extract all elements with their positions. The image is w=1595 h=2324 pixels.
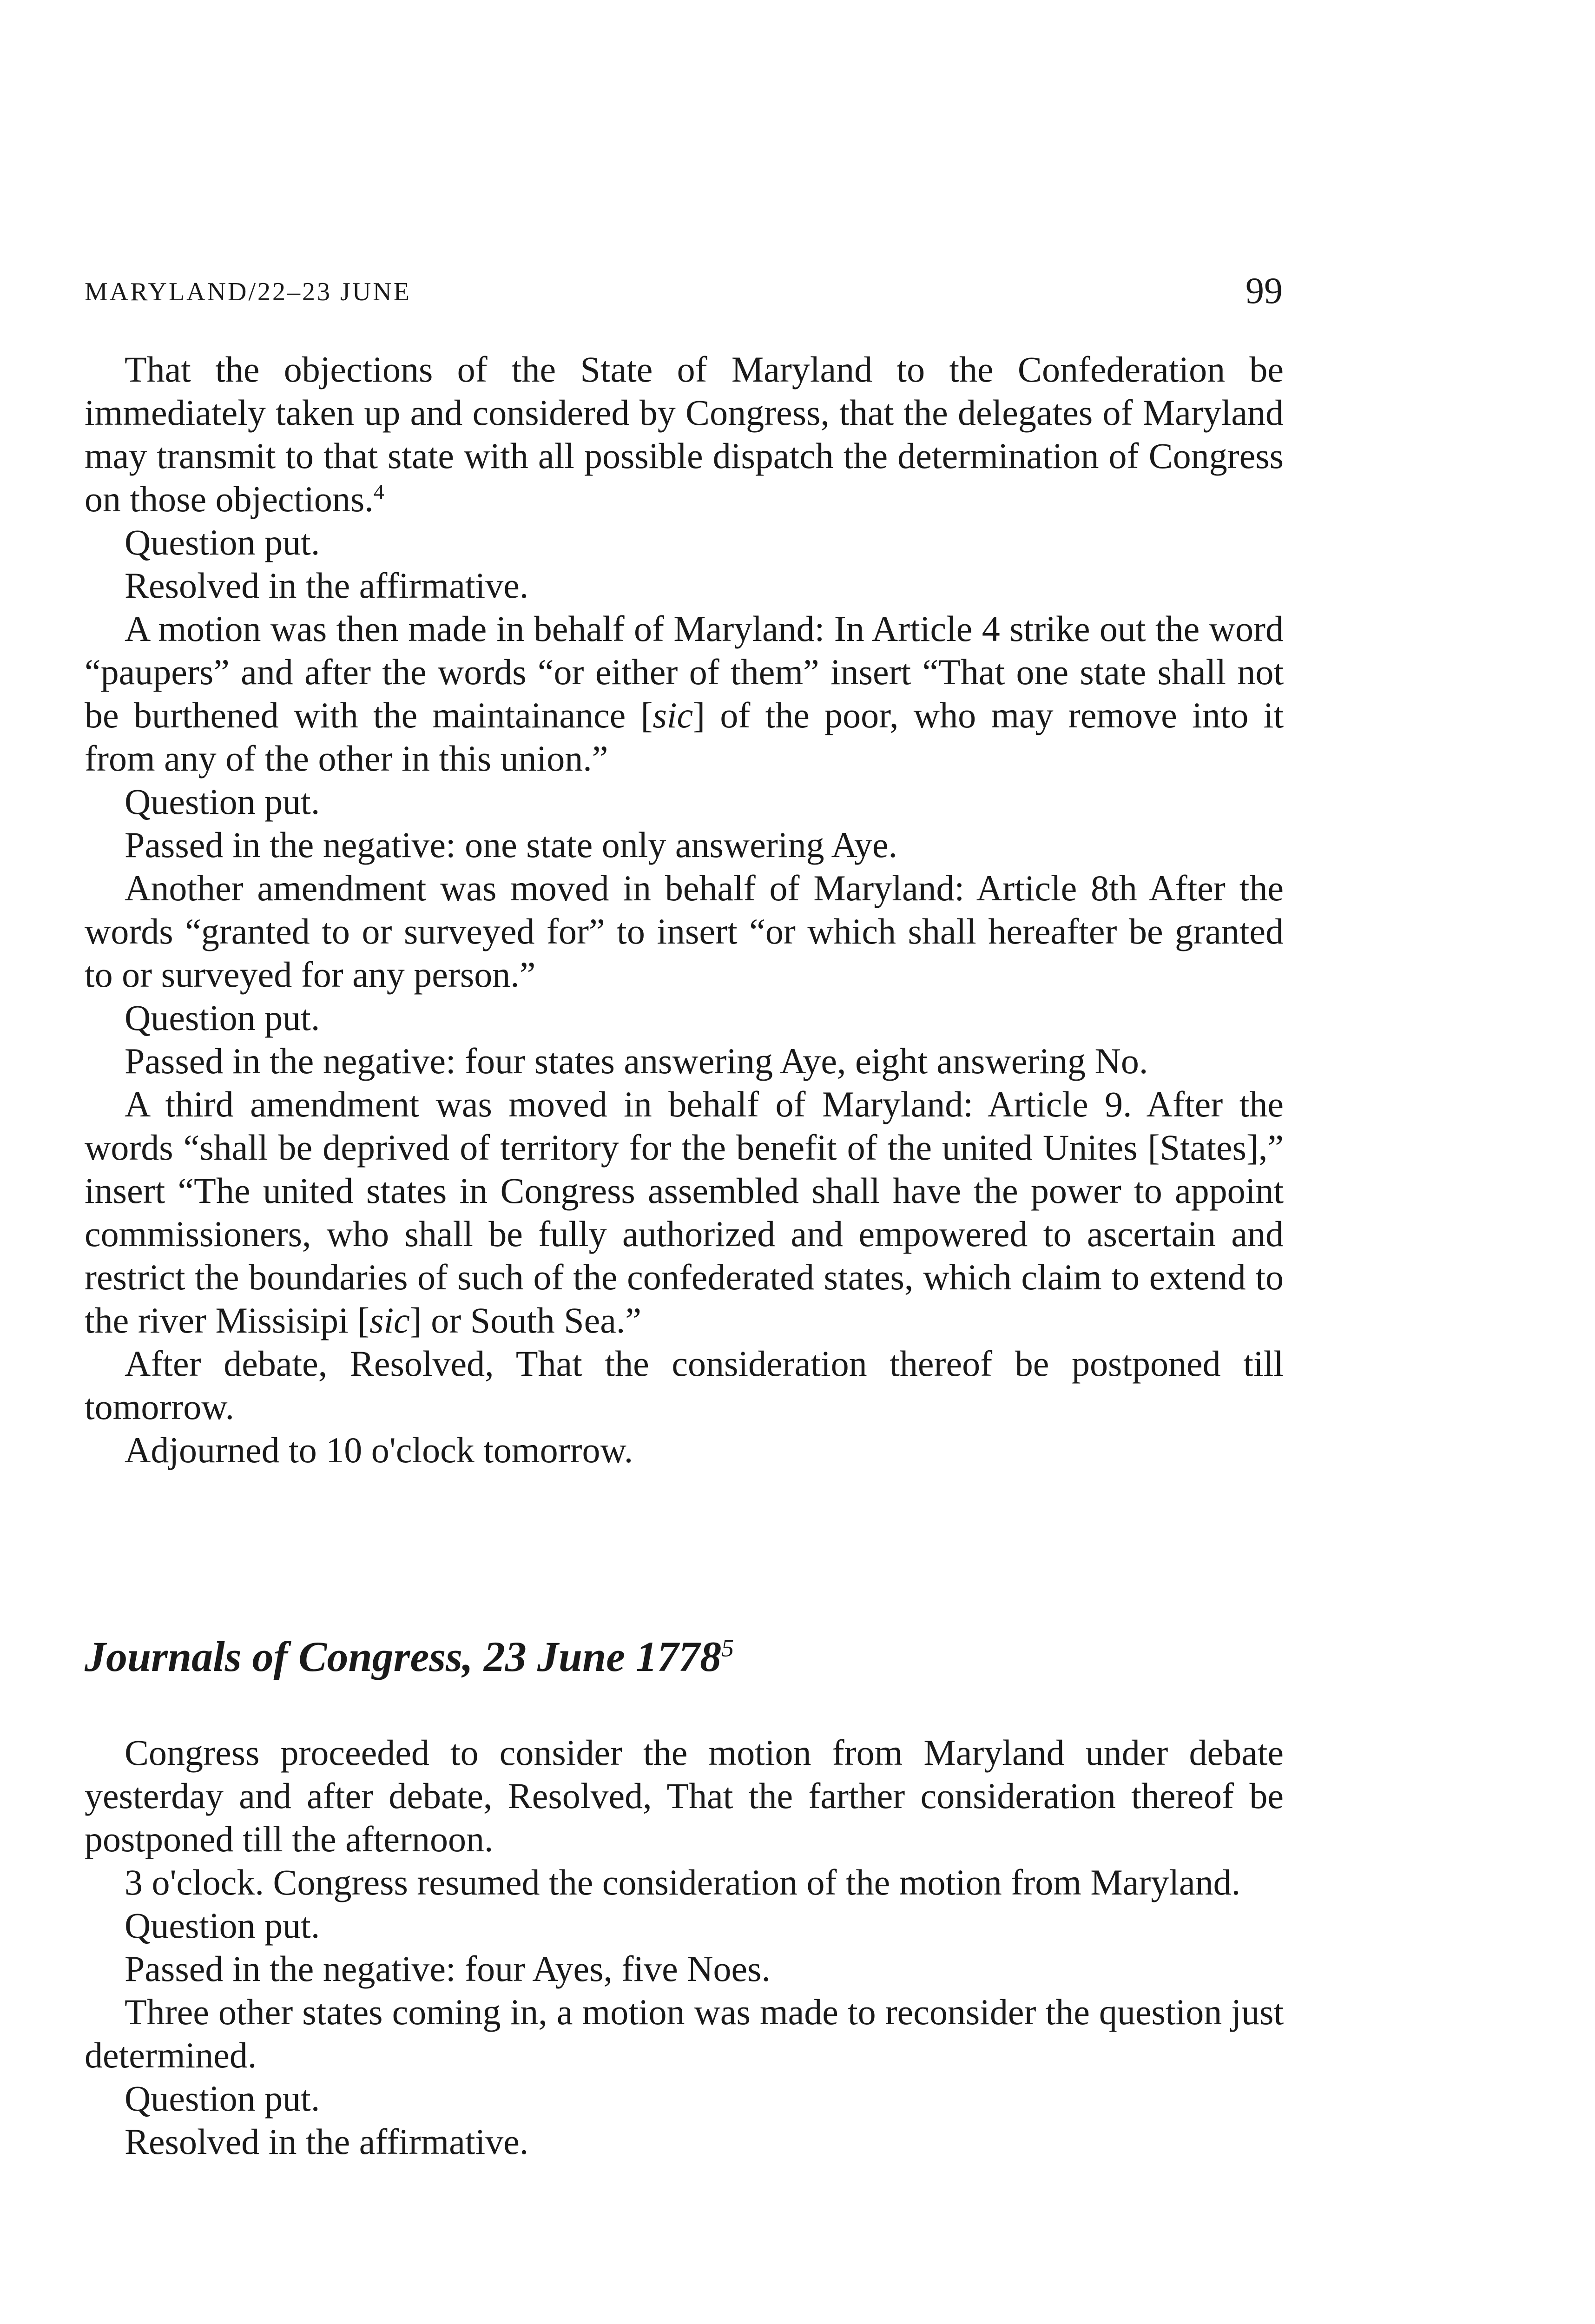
paragraph-congress-proceeded: Congress proceeded to consider the motion from Maryland under debate yesterday and after debate, Resolved, That the farther consideration thereof be postponed till the afternoon. <box>85 1732 1284 1859</box>
paragraph-question-put: Question put. <box>125 522 320 562</box>
section-heading <box>85 1635 734 1678</box>
paragraph-question-put: Question put. <box>125 2078 320 2119</box>
paragraph-text: A motion was then made in behalf of Maryland: In Article 4 strike out the word “paupers” and after the words “or either of them” insert “That one state shall not be burthened with the maintainance [ <box>85 608 1284 735</box>
paragraph-question-put: Question put. <box>125 781 320 822</box>
paragraph-adjourned: Adjourned to 10 o'clock tomorrow. <box>125 1430 633 1470</box>
paragraph-amendment-article-9 <box>85 1083 1284 1342</box>
paragraph-after-debate: After debate, Resolved, That the consideration thereof be postponed till tomorrow. <box>85 1343 1284 1427</box>
running-head: MARYLAND/22–23 JUNE <box>85 277 411 306</box>
page-number: 99 <box>1246 271 1283 311</box>
paragraph-passed-negative: Passed in the negative: one state only answering Aye. <box>125 825 897 865</box>
footnote-ref-4: 4 <box>373 480 384 503</box>
heading-text: Journals of Congress, 23 June 1778 <box>85 1633 722 1680</box>
paragraph-text: ] of the poor, who may remove into it from any of the other in this union.” <box>85 695 1284 779</box>
paragraph-resolved: Resolved in the affirmative. <box>125 565 529 606</box>
paragraph-text: ] or South Sea.” <box>409 1300 642 1340</box>
paragraph-motion-article-4 <box>85 607 1284 780</box>
footnote-ref-5: 5 <box>721 1634 734 1662</box>
journal-entry-23-june <box>85 1731 1284 2163</box>
paragraph-passed-negative: Passed in the negative: four states answering Aye, eight answering No. <box>125 1041 1148 1081</box>
paragraph-amendment-article-8: Another amendment was moved in behalf of Maryland: Article 8th After the words “granted to or surveyed for” to insert “or which shall hereafter be granted to or surveyed for any person.” <box>85 868 1284 995</box>
paragraph-reconsider: Three other states coming in, a motion was made to reconsider the question just determined. <box>85 1992 1284 2075</box>
paragraph-objections <box>85 348 1284 521</box>
paragraph-text: A third amendment was moved in behalf of Maryland: Article 9. After the words “shall be deprived of territory for the benefit of the united Unites [States],” insert “The united states in Congress assembled shall have the power to appoint commissioners, who shall be fully authorized and empowered to ascertain and restrict the boundaries of such of the confederated states, which claim to extend to the river Missisipi [ <box>85 1084 1284 1340</box>
paragraph-passed-negative: Passed in the negative: four Ayes, five Noes. <box>125 1948 771 1989</box>
paragraph-question-put: Question put. <box>125 1905 320 1946</box>
paragraph-text: That the objections of the State of Maryland to the Confederation be immediately taken up and considered by Congress, that the delegates of Maryland may transmit to that state with all possible dispatch the determination of Congress on those objections. <box>85 349 1284 519</box>
paragraph-three-oclock: 3 o'clock. Congress resumed the consideration of the motion from Maryland. <box>125 1862 1241 1902</box>
sic-note: sic <box>652 695 693 735</box>
journal-entry-22-june <box>85 348 1284 1472</box>
sic-note: sic <box>369 1300 410 1340</box>
paragraph-question-put: Question put. <box>125 997 320 1038</box>
paragraph-resolved: Resolved in the affirmative. <box>125 2121 529 2162</box>
